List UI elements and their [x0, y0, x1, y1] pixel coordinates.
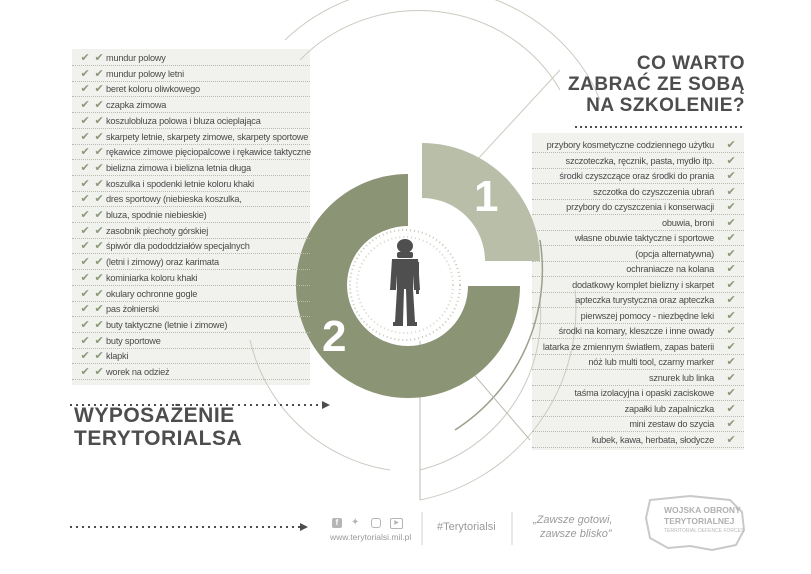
list-item-label: mundur polowy letni — [106, 68, 184, 79]
list-item-label: worek na odzież — [106, 367, 170, 377]
list-item — [72, 302, 310, 317]
list-item-label: zapałki lub zapalniczka — [624, 403, 714, 414]
list-item-label: apteczka turystyczna oraz apteczka — [575, 295, 714, 305]
list-item-label: dres sportowy (niebieska koszulka, — [106, 194, 242, 205]
list-item — [532, 324, 744, 339]
list-item — [532, 293, 744, 308]
check-icon: ✔ — [94, 193, 104, 206]
list-item — [532, 247, 744, 262]
check-icon: ✔ — [80, 193, 90, 206]
check-icon: ✔ — [80, 146, 90, 159]
youtube-icon[interactable]: ▶ — [390, 518, 403, 529]
check-icon: ✔ — [94, 146, 104, 159]
list-item — [72, 208, 310, 223]
list-item — [72, 82, 310, 97]
list-item-label: (letni i zimowy) oraz karimata — [106, 257, 219, 268]
check-icon: ✔ — [94, 240, 104, 253]
check-icon: ✔ — [94, 114, 104, 127]
check-icon: ✔ — [80, 350, 90, 363]
check-icon: ✔ — [94, 83, 104, 96]
list-item-label: przybory do czyszczenia i konserwacji — [566, 202, 714, 212]
list-item — [532, 262, 744, 277]
list-item — [532, 278, 744, 293]
check-icon: ✔ — [80, 83, 90, 96]
list-item-label: szczoteczka, ręcznik, pasta, mydło itp. — [565, 155, 714, 166]
list-item-label: okulary ochronne gogle — [106, 288, 198, 299]
check-icon: ✔ — [94, 99, 104, 112]
list-item-label: pas żołnierski — [106, 304, 159, 315]
list-item — [532, 231, 744, 246]
list-item-label: ochraniacze na kolana — [626, 264, 714, 274]
check-icon: ✔ — [80, 161, 90, 174]
list-item — [72, 177, 310, 192]
check-icon: ✔ — [726, 309, 736, 322]
list-item — [72, 224, 310, 239]
list-item-label: rękawice zimowe pięciopalcowe i rękawice taktyczne — [106, 147, 311, 158]
list-item-label: kominiarka koloru khaki — [106, 272, 198, 283]
check-icon: ✔ — [80, 271, 90, 284]
check-icon: ✔ — [94, 67, 104, 80]
check-icon: ✔ — [80, 114, 90, 127]
check-icon: ✔ — [80, 99, 90, 112]
twitter-icon[interactable]: ✦ — [351, 517, 360, 528]
check-icon: ✔ — [726, 294, 736, 306]
list-item-label: mini zestaw do szycia — [629, 419, 714, 429]
check-icon: ✔ — [726, 201, 736, 213]
check-icon: ✔ — [80, 67, 90, 80]
logo-line3: TERRITORIAL DEFENCE FORCES — [664, 528, 745, 534]
list-item — [72, 365, 310, 380]
heading-left-line1: WYPOSAŻENIE — [74, 404, 235, 427]
list-item-label: beret koloru oliwkowego — [106, 84, 200, 95]
check-icon: ✔ — [726, 340, 736, 353]
list-item-label: dodatkowy komplet bielizny i skarpet — [572, 279, 714, 290]
check-icon: ✔ — [726, 418, 736, 430]
check-icon: ✔ — [94, 161, 104, 174]
check-icon: ✔ — [80, 366, 90, 378]
check-icon: ✔ — [726, 387, 736, 399]
list-item-label: mundur polowy — [106, 53, 166, 63]
check-icon: ✔ — [94, 177, 104, 190]
check-icon: ✔ — [80, 318, 90, 331]
list-item — [532, 355, 744, 370]
instagram-icon[interactable] — [371, 518, 381, 528]
check-icon: ✔ — [726, 247, 736, 260]
list-item-label: klapki — [106, 351, 129, 362]
heading-right-line3: NA SZKOLENIE? — [586, 95, 745, 116]
list-item-label: zasobnik piechoty górskiej — [106, 225, 209, 236]
facebook-icon[interactable]: f — [332, 518, 342, 528]
check-icon: ✔ — [726, 402, 736, 415]
logo-line2: TERYTORIALNEJ — [664, 516, 735, 526]
list-item-label: taśma izolacyjna i opaski zaciskowe — [574, 388, 714, 398]
list-item — [72, 130, 310, 145]
list-item — [532, 154, 744, 169]
check-icon: ✔ — [80, 177, 90, 190]
list-item-label: koszulobluza polowa i bluza ocieplająca — [106, 115, 261, 126]
check-icon: ✔ — [726, 278, 736, 291]
list-item — [532, 417, 744, 432]
list-item — [72, 255, 310, 270]
check-icon: ✔ — [726, 139, 736, 151]
list-item — [72, 192, 310, 207]
list-item-label: śpiwór dla pododdziałów specjalnych — [106, 241, 250, 252]
list-item — [72, 67, 310, 82]
list-item-label: buty taktyczne (letnie i zimowe) — [106, 319, 228, 330]
list-item — [72, 271, 310, 286]
check-icon: ✔ — [726, 185, 736, 198]
segment-2-number: 2 — [322, 312, 347, 361]
check-icon: ✔ — [726, 170, 736, 182]
check-icon: ✔ — [726, 232, 736, 244]
list-item — [72, 98, 310, 113]
list-item — [72, 318, 310, 333]
list-item-label: buty sportowe — [106, 335, 161, 346]
check-icon: ✔ — [94, 130, 104, 143]
list-item-label: czapka zimowa — [106, 100, 167, 111]
list-item — [532, 309, 744, 324]
list-item-label: latarka ze zmiennym światłem, zapas baterii — [542, 341, 714, 352]
list-item — [72, 114, 310, 129]
list-item — [532, 169, 744, 184]
check-icon: ✔ — [94, 209, 104, 221]
check-icon: ✔ — [80, 130, 90, 143]
list-item-label: skarpety letnie, skarpety zimowe, skarpety sportowe — [106, 131, 309, 142]
check-icon: ✔ — [94, 303, 104, 316]
check-icon: ✔ — [94, 52, 104, 64]
list-item — [72, 349, 310, 364]
check-icon: ✔ — [80, 240, 90, 253]
check-icon: ✔ — [94, 287, 104, 300]
list-item-label: przybory kosmetyczne codziennego użytku — [546, 140, 714, 150]
list-item — [532, 216, 744, 231]
list-item — [532, 433, 744, 448]
check-icon: ✔ — [94, 334, 104, 347]
list-item — [532, 371, 744, 386]
heading-left-line2: TERYTORIALSA — [74, 427, 243, 450]
list-item-label: bluza, spodnie niebieskie) — [106, 210, 207, 220]
check-icon: ✔ — [80, 287, 90, 300]
list-item-label: (opcja alternatywna) — [635, 248, 714, 259]
list-item-label: środki czyszczące oraz środki do prania — [559, 171, 714, 181]
list-item-label: szczotka do czyszczenia ubrań — [593, 186, 714, 197]
check-icon: ✔ — [726, 433, 736, 446]
list-item — [532, 386, 744, 401]
logo-line1: WOJSKA OBRONY — [664, 505, 741, 515]
list-item-label: obuwia, broni — [661, 217, 714, 228]
list-item — [72, 51, 310, 66]
check-icon: ✔ — [94, 318, 104, 331]
list-item — [532, 185, 744, 200]
check-icon: ✔ — [726, 154, 736, 167]
social-icons — [332, 518, 412, 530]
list-item-label: nóż lub multi tool, czarny marker — [588, 357, 714, 367]
check-icon: ✔ — [80, 303, 90, 316]
check-icon: ✔ — [94, 224, 104, 237]
hashtag-text: #Terytorialsi — [437, 521, 496, 533]
heading-right-line2: ZABRAĆ ZE SOBĄ — [568, 74, 745, 95]
slogan-line1: „Zawsze gotowi, — [533, 514, 613, 526]
list-item-label: własne obuwie taktyczne i sportowe — [574, 233, 714, 243]
list-item — [532, 138, 744, 153]
check-icon: ✔ — [80, 334, 90, 347]
check-icon: ✔ — [726, 325, 736, 337]
check-icon: ✔ — [726, 371, 736, 384]
list-item-label: bielizna zimowa i bielizna letnia długa — [106, 162, 251, 173]
list-item — [72, 334, 310, 349]
check-icon: ✔ — [80, 224, 90, 237]
check-icon: ✔ — [94, 350, 104, 363]
heading-right-line1: CO WARTO — [636, 53, 745, 74]
check-icon: ✔ — [726, 216, 736, 229]
list-item-label: kubek, kawa, herbata, słodycze — [591, 434, 714, 445]
website-link[interactable]: www.terytorialsi.mil.pl — [330, 532, 412, 542]
list-item-label: koszulka i spodenki letnie koloru khaki — [106, 178, 254, 189]
segment-1-number: 1 — [474, 172, 499, 221]
check-icon: ✔ — [80, 52, 90, 64]
list-item-label: sznurek lub linka — [648, 372, 714, 383]
slogan-line2: zawsze blisko” — [540, 528, 612, 540]
check-icon: ✔ — [94, 366, 104, 378]
check-icon: ✔ — [80, 209, 90, 221]
list-item — [72, 161, 310, 176]
check-icon: ✔ — [726, 263, 736, 275]
list-item — [72, 239, 310, 254]
check-icon: ✔ — [726, 356, 736, 368]
list-item-label: pierwszej pomocy - niezbędne leki — [580, 310, 714, 321]
list-item — [532, 200, 744, 215]
list-item-label: środki na komary, kleszcze i inne owady — [558, 326, 714, 336]
list-item — [72, 287, 310, 302]
check-icon: ✔ — [80, 256, 90, 269]
list-item — [532, 340, 744, 355]
check-icon: ✔ — [94, 271, 104, 284]
list-item — [532, 402, 744, 417]
list-item — [72, 145, 310, 160]
check-icon: ✔ — [94, 256, 104, 269]
